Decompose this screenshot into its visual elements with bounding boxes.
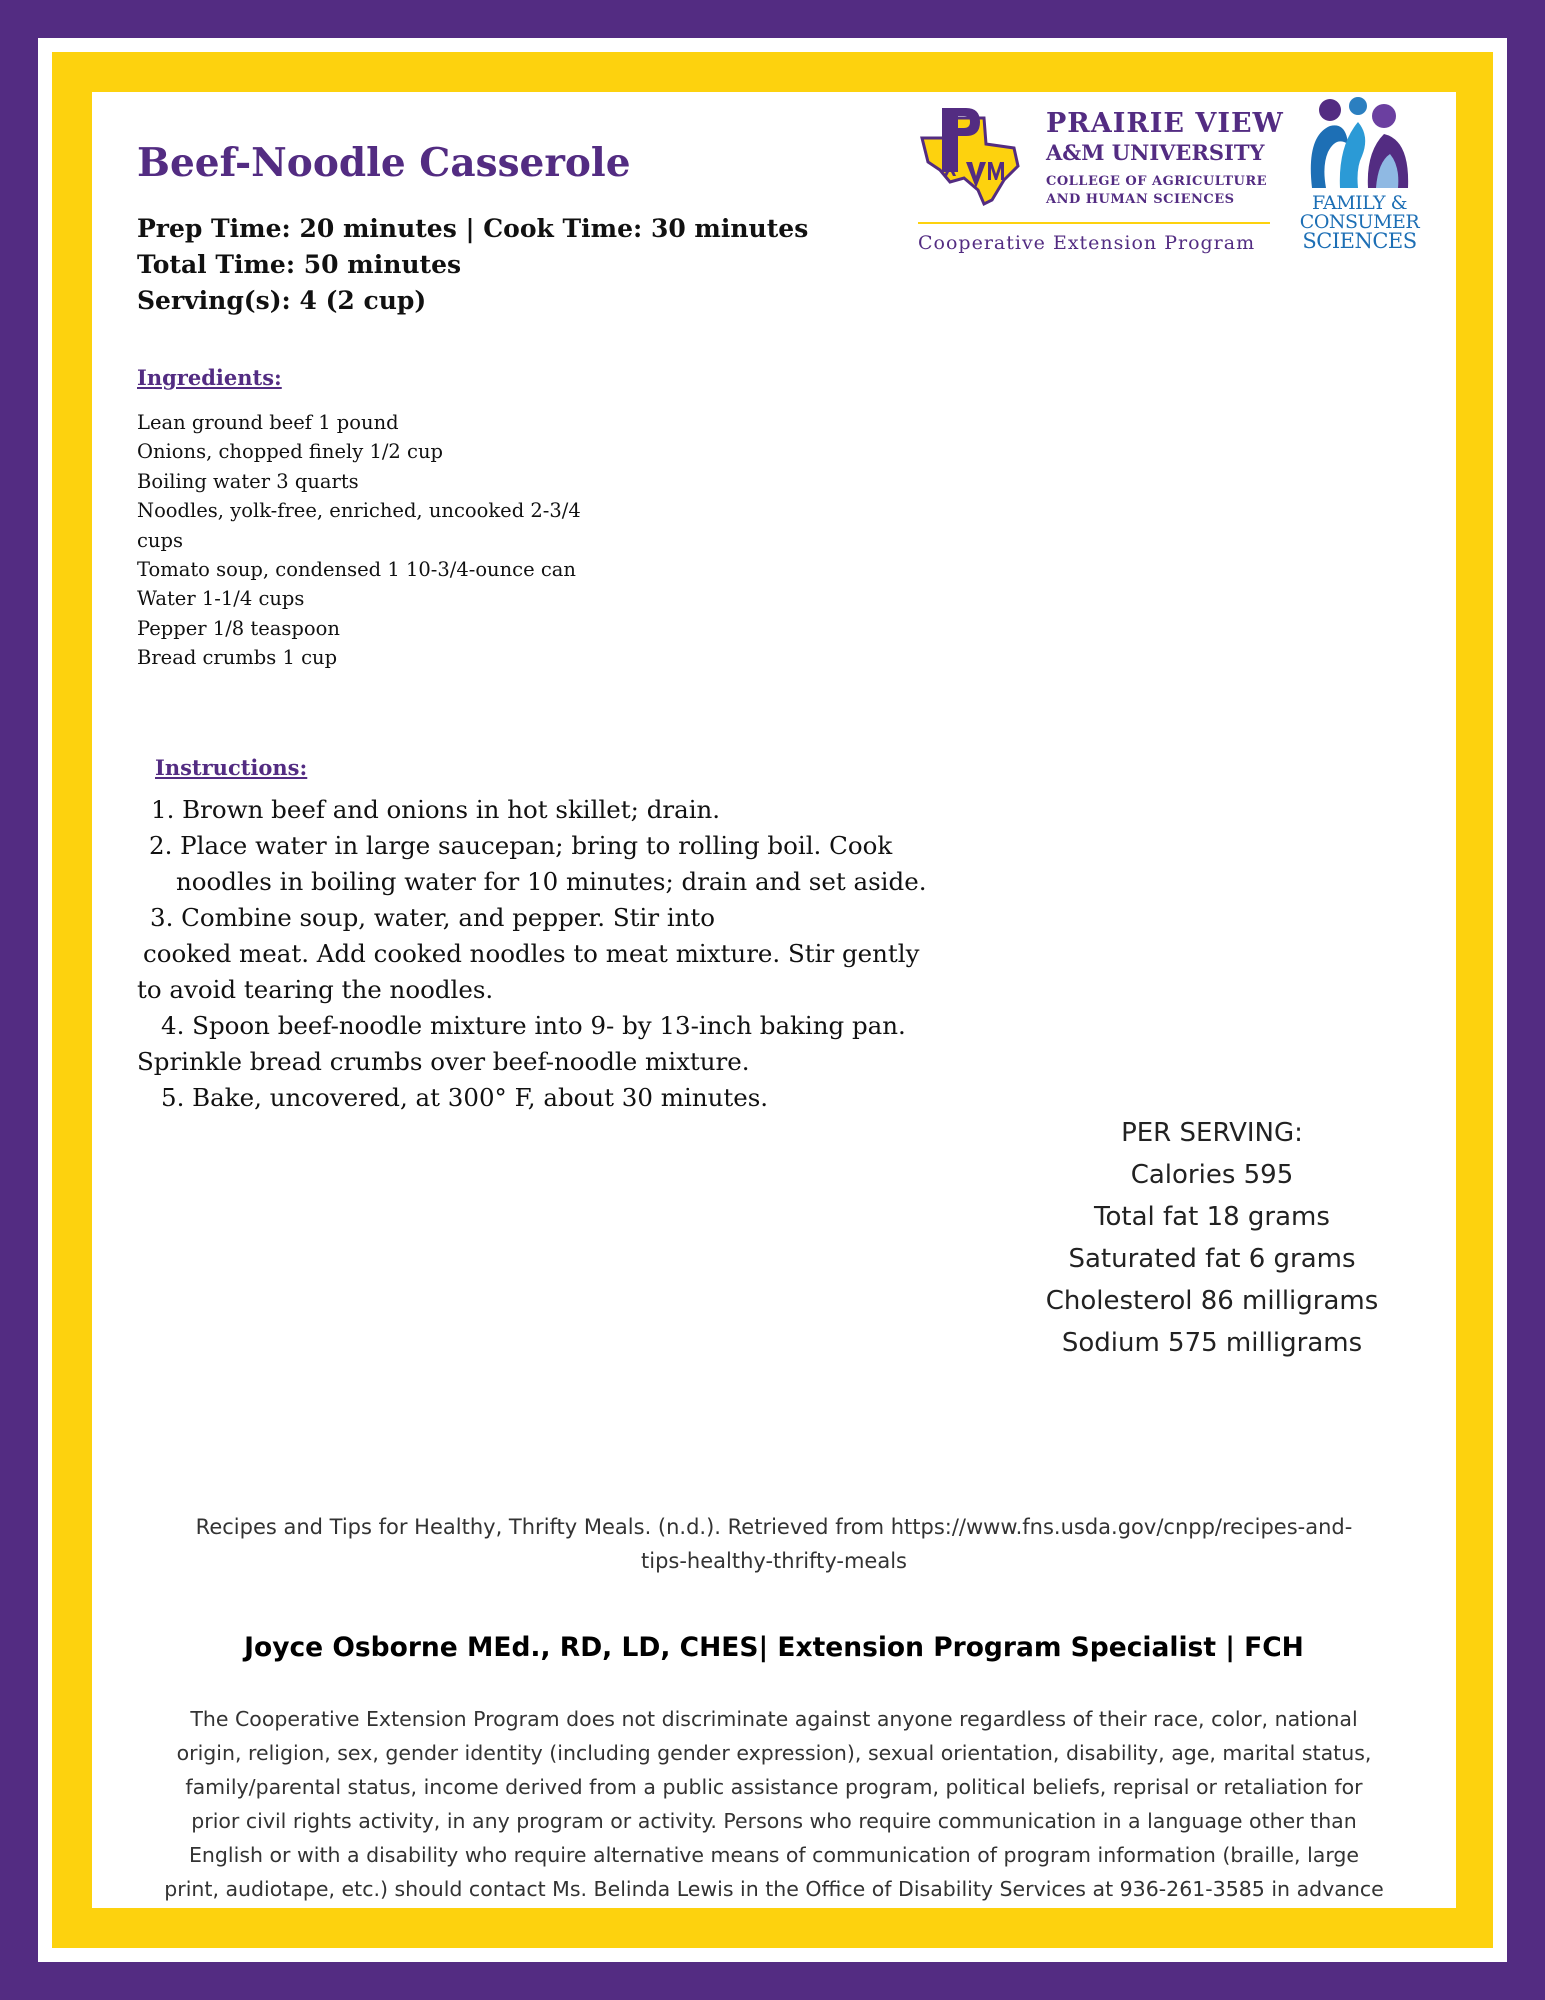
ingredient-line: Tomato soup, condensed 1 10-3/4-ounce can (137, 558, 576, 582)
disclaimer-line: The Cooperative Extension Program does not discriminate against anyone regardless of their race, color, national (190, 1707, 1358, 1731)
fcs-wordmark (1292, 194, 1427, 251)
instruction-line: 1. Brown beef and onions in hot skillet; drain. (151, 795, 721, 824)
ingredient-line: Pepper 1/8 teaspoon (137, 616, 340, 640)
disclaimer-line: print, audiotape, etc.) should contact Ms. Belinda Lewis in the Office of Disability Services at 936-261-3585 in advance (164, 1877, 1384, 1901)
fcs-line1: FAMILY & (1311, 192, 1408, 214)
recipe-page (92, 92, 1456, 1908)
instruction-line: noodles in boiling water for 10 minutes; drain and set aside. (176, 867, 927, 896)
disclaimer-line: prior civil rights activity, in any program or activity. Persons who require communication in a language other than (191, 1809, 1357, 1833)
fcs-line3: SCIENCES (1302, 229, 1417, 253)
instruction-line: cooked meat. Add cooked noodles to meat mixture. Stir gently (143, 939, 920, 968)
nutrition-line: PER SERVING: (1121, 1118, 1303, 1148)
ingredient-line: Onions, chopped finely 1/2 cup (137, 440, 443, 464)
family-figures-icon (1292, 96, 1427, 196)
total-time: Total Time: 50 minutes (137, 250, 462, 279)
source-citation (112, 1510, 1436, 1578)
citation-line: Recipes and Tips for Healthy, Thrifty Meals. (n.d.). Retrieved from https://www.fns.usda.gov/cnpp/recipes-and- (195, 1515, 1353, 1539)
prep-cook-time: Prep Time: 20 minutes | Cook Time: 30 minutes (137, 214, 809, 243)
pvamu-college-line1: COLLEGE OF AGRICULTURE (1046, 174, 1268, 189)
instructions-heading: Instructions: (155, 755, 308, 780)
pvamu-texas-emblem-icon (914, 104, 1024, 209)
disclaimer-line: origin, religion, sex, gender identity (including gender expression), sexual orientation, disability, age, marital status, (176, 1741, 1372, 1765)
nutrition-line: Calories 595 (1130, 1160, 1294, 1190)
recipe-title: Beef-Noodle Casserole (137, 140, 631, 186)
nondiscrimination-statement (102, 1702, 1446, 1906)
pvamu-name-line2: A&M UNIVERSITY (1046, 140, 1265, 165)
ingredient-line: cups (137, 528, 183, 552)
servings: Serving(s): 4 (2 cup) (137, 286, 427, 315)
ingredient-line: Lean ground beef 1 pound (137, 411, 399, 434)
pvamu-college-line2: AND HUMAN SCIENCES (1046, 192, 1235, 207)
citation-line: tips-healthy-thrifty-meals (641, 1549, 907, 1573)
nutrition-line: Cholesterol 86 milligrams (1045, 1286, 1379, 1316)
nutrition-line: Saturated fat 6 grams (1068, 1244, 1356, 1274)
ingredient-line: Water 1-1/4 cups (137, 587, 305, 611)
recipe-meta (137, 211, 808, 319)
pvamu-name-line1: PRAIRIE VIEW (1046, 108, 1284, 139)
instructions-list (137, 792, 957, 1116)
ingredients-list (137, 408, 637, 673)
instruction-line: 2. Place water in large saucepan; bring to rolling boil. Cook (149, 831, 893, 860)
nutrition-facts (962, 1112, 1456, 1364)
pvamu-logo (914, 104, 1284, 264)
nutrition-line: Sodium 575 milligrams (1061, 1328, 1363, 1358)
fcs-logo (1292, 96, 1427, 271)
ingredient-line: Noodles, yolk-free, enriched, uncooked 2-3/4 (137, 499, 581, 523)
instruction-line: 5. Bake, uncovered, at 300° F, about 30 minutes. (161, 1083, 769, 1112)
fcs-line2: CONSUMER (1299, 211, 1420, 233)
logo-divider (918, 222, 1270, 224)
instruction-line: 3. Combine soup, water, and pepper. Stir into (150, 903, 716, 932)
instruction-line: Sprinkle bread crumbs over beef-noodle mixture. (137, 1047, 750, 1076)
nutrition-line: Total fat 18 grams (1094, 1202, 1330, 1232)
ingredient-line: Bread crumbs 1 cup (137, 646, 338, 670)
instruction-line: 4. Spoon beef-noodle mixture into 9- by 13-inch baking pan. (161, 1011, 906, 1040)
pvamu-program-name: Cooperative Extension Program (918, 232, 1256, 254)
disclaimer-line: family/parental status, income derived from a public assistance program, political beliefs, reprisal or retaliation for (185, 1775, 1363, 1799)
instruction-line: to avoid tearing the noodles. (137, 975, 494, 1004)
author-credit: Joyce Osborne MEd., RD, LD, CHES| Extension Program Specialist | FCH (244, 1632, 1304, 1663)
disclaimer-line: English or with a disability who require alternative means of communication of program information (braille, large (188, 1843, 1360, 1867)
ingredient-line: Boiling water 3 quarts (137, 469, 359, 493)
ingredients-heading: Ingredients: (137, 365, 282, 390)
